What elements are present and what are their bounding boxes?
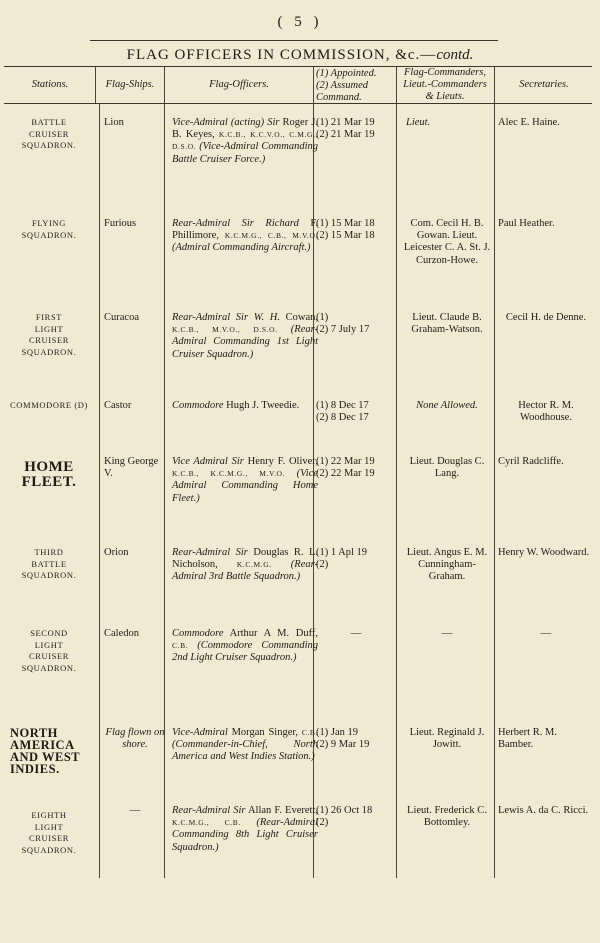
page-number: ( 5 ) [277, 14, 323, 30]
secretary: Hector R. M. Woodhouse. [518, 400, 574, 424]
dates: (1) 8 Dec 17 (2) 8 Dec 17 [316, 400, 369, 424]
flag-commander: Com. Cecil H. B. Gowan. Lieut. Leicester C. A. St. J. Curzon-Howe. [403, 218, 491, 266]
flag-ship: King George V. [104, 456, 159, 480]
flag-commander: Lieut. Angus E. M. Cunningham-Graham. [406, 547, 488, 583]
dates: (1) 22 Mar 19 (2) 22 Mar 19 [316, 456, 375, 480]
flag-officer: Vice Admiral Sir Henry F. Oliver, K.C.B., K.C.M.G., M.V.O. (Vice Admiral Commanding Home Fleet.) [172, 456, 319, 504]
flag-ship: Furious [104, 218, 137, 229]
dates: (1) (2) 7 July 17 [316, 312, 370, 336]
table-top-rule [4, 66, 592, 67]
flag-ship: Curacoa [104, 312, 139, 323]
flag-commander: Lieut. Reginald J. Jowitt. [409, 727, 485, 751]
flag-officer: Vice-Admiral (acting) Sir Roger J. B. Keyes, K.C.B., K.C.V.O., C.M.G., D.S.O. (Vice-Admiral Commanding Battle Cruiser Force.) [172, 117, 319, 165]
flag-ship: Caledon [104, 628, 139, 639]
dates: (1) 21 Mar 19 (2) 21 Mar 19 [316, 117, 375, 141]
flag-ship: Orion [104, 547, 129, 558]
header-flag-ships: Flag-Ships. [105, 79, 155, 90]
flag-commander: — [441, 628, 453, 639]
header-bottom-rule [4, 103, 592, 104]
title-cont: contd. [436, 47, 474, 63]
header-assumed: (2) Assumed Command. [316, 80, 369, 103]
station-name: FLYING SQUADRON. [21, 218, 77, 240]
secretary: Alec E. Haine. [498, 117, 560, 128]
flag-officer: Rear-Admiral Sir W. H. Cowan, K.C.B., M.V.O., D.S.O. (Rear-Admiral Commanding 1st Light Cruiser Squadron.) [172, 312, 319, 360]
dates: — [350, 628, 362, 639]
header-stations: Stations. [31, 79, 69, 90]
flag-ship: Lion [104, 117, 124, 128]
dates: (1) Jan 19 (2) 9 Mar 19 [316, 727, 370, 751]
secretary: — [540, 628, 552, 639]
secretary: Cyril Radcliffe. [498, 456, 564, 467]
flag-officer: Rear-Admiral Sir Allan F. Everett, K.C.M.G., C.B. (Rear-Admiral Commanding 8th Light Cruiser Squadron.) [172, 805, 318, 853]
flag-commander: None Allowed. [416, 400, 478, 411]
flag-ship: Flag flown on shore. [105, 727, 165, 751]
header-dates [316, 68, 396, 102]
flag-commander: Lieut. [406, 117, 431, 128]
secretary: Herbert R. M. Bamber. [498, 727, 557, 751]
flag-ship: — [129, 805, 141, 816]
dates: (1) 26 Oct 18 (2) [316, 805, 373, 829]
header-appointed: (1) Appointed. [316, 68, 377, 79]
station-name: HOME FLEET. [21, 459, 77, 490]
flag-officer: Commodore Hugh J. Tweedie. [172, 400, 300, 411]
station-name: SECOND LIGHT CRUISER SQUADRON. [21, 628, 77, 673]
flag-officer: Commodore Arthur A M. Duff, C.B. (Commodore Commanding 2nd Light Cruiser Squadron.) [172, 628, 319, 664]
header-flag-commanders: Flag-Commanders, Lieut.-Commanders & Lieuts. [403, 67, 487, 102]
col-divider-4 [396, 66, 397, 878]
flag-officer: Rear-Admiral Sir Richard F. Phillimore, K.C.M.G., C.B., M.V.O. (Admiral Commanding Aircraft.) [172, 218, 319, 254]
header-secretaries: Secretaries. [519, 79, 569, 90]
flag-commander: Lieut. Douglas C. Lang. [409, 456, 485, 480]
station-name: COMMODORE (D) [10, 400, 88, 410]
secretary: Lewis A. da C. Ricci. [498, 805, 589, 816]
secretary: Henry W. Woodward. [498, 547, 590, 558]
flag-commander: Lieut. Claude B. Graham-Watson. [411, 312, 483, 336]
flag-officer: Rear-Admiral Sir Douglas R. L. Nicholson, K.C.M.G. (Rear-Admiral 3rd Battle Squadron.) [172, 547, 318, 583]
dates: (1) 1 Apl 19 (2) [316, 547, 368, 571]
flag-commander: Lieut. Frederick C. Bottomley. [407, 805, 487, 829]
station-name: BATTLE CRUISER SQUADRON. [21, 117, 77, 150]
col-divider-5 [494, 66, 495, 878]
station-name: THIRD BATTLE SQUADRON. [21, 547, 77, 580]
col-divider-1b [99, 103, 100, 878]
secretary: Paul Heather. [498, 218, 555, 229]
station-name: EIGHTH LIGHT CRUISER SQUADRON. [21, 810, 77, 855]
title-rule-top [90, 40, 498, 41]
dates: (1) 15 Mar 18 (2) 15 Mar 18 [316, 218, 375, 242]
header-flag-officers: Flag-Officers. [209, 79, 269, 90]
station-name: NORTH AMERICA AND WEST INDIES. [10, 726, 81, 776]
secretary: Cecil H. de Denne. [505, 312, 587, 323]
flag-officer: Vice-Admiral Morgan Singer, C.B. (Commander-in-Chief, North America and West Indies Station.) [172, 727, 319, 763]
page-title [0, 47, 600, 64]
flag-ship: Castor [104, 400, 132, 411]
title-main: FLAG OFFICERS IN COMMISSION, &c.— [126, 47, 437, 63]
station-name: FIRST LIGHT CRUISER SQUADRON. [21, 312, 77, 357]
